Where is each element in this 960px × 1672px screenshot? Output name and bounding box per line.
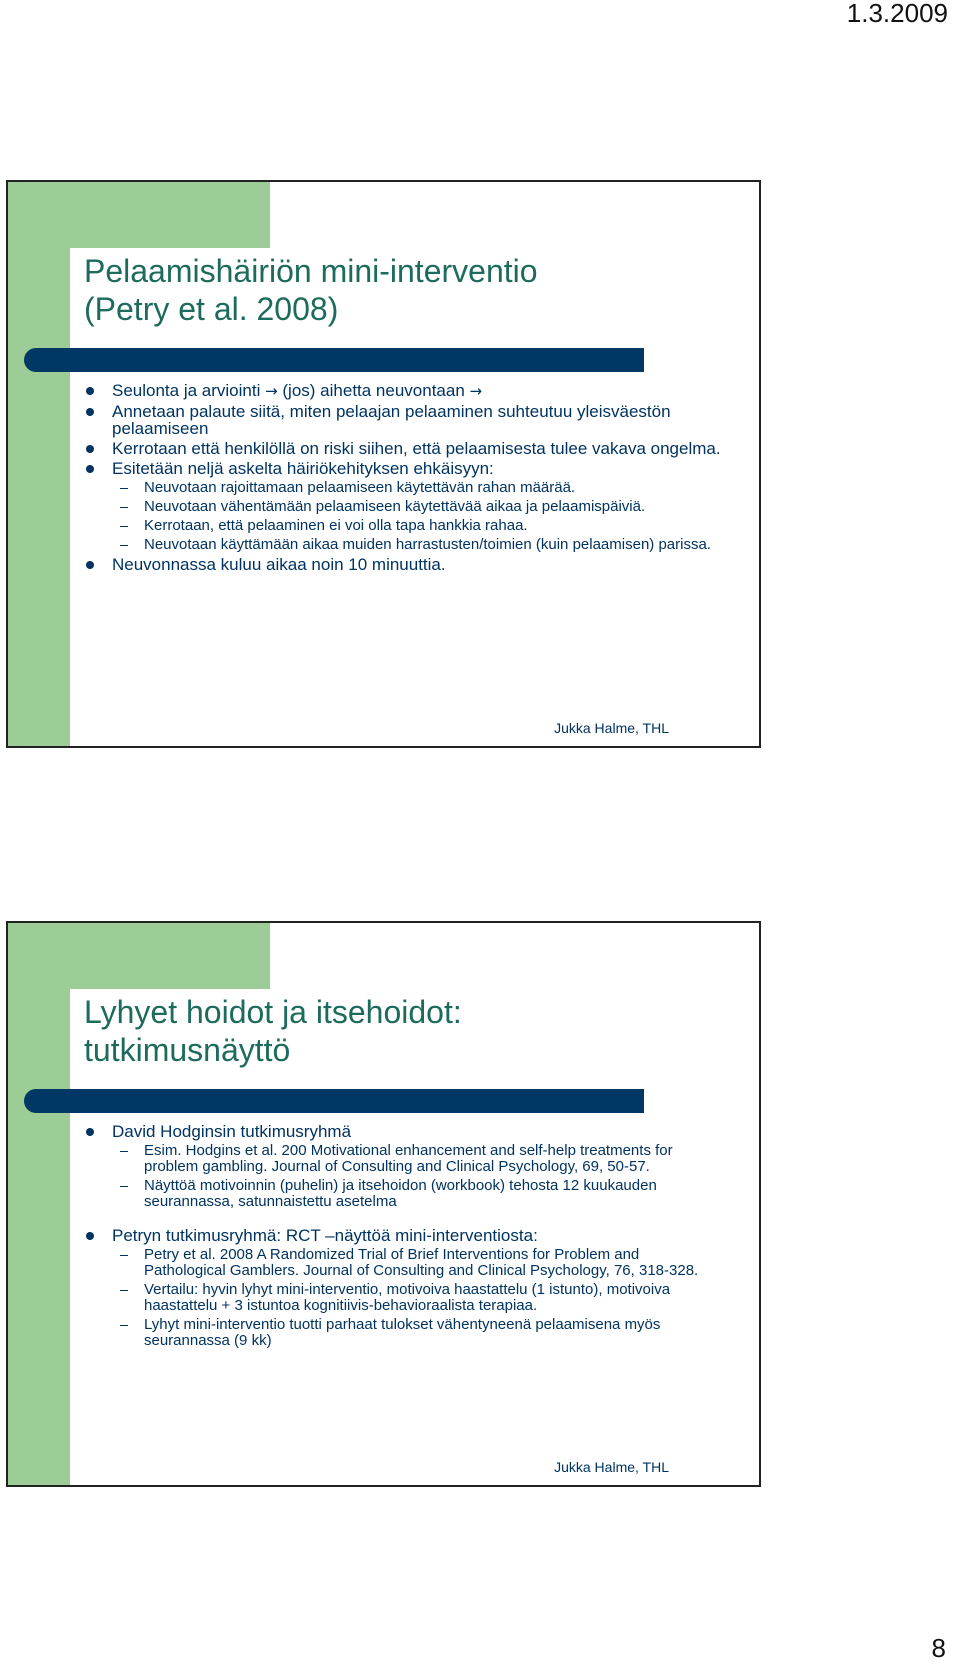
dash-icon <box>120 526 128 527</box>
dash-icon <box>120 1186 128 1187</box>
title-underline-bar <box>24 1089 644 1113</box>
slide-content <box>84 382 724 576</box>
bullet-dot-icon <box>86 465 94 473</box>
title-underline-bar <box>24 348 644 372</box>
slide-title-line-2: (Petry et al. 2008) <box>84 291 339 327</box>
dash-icon <box>120 507 128 508</box>
bullet-dot-icon <box>86 1232 94 1240</box>
bullet-item: David Hodginsin tutkimusryhmä <box>84 1123 724 1140</box>
bullet-item: Petryn tutkimusryhmä: RCT –näyttöä mini-interventiosta: <box>84 1227 724 1244</box>
bullet-dot-icon <box>86 445 94 453</box>
page-number: 8 <box>931 1633 946 1663</box>
bullet-item: Annetaan palaute siitä, miten pelaajan pelaaminen suhteutuu yleisväestön pelaamiseen <box>84 403 724 437</box>
slide-title <box>84 252 744 328</box>
dash-icon <box>120 1325 128 1326</box>
sub-bullet-item: Lyhyt mini-interventio tuotti parhaat tulokset vähentyneenä pelaamisena myös seurannassa (9 kk) <box>84 1317 724 1349</box>
sub-bullet-item: Esim. Hodgins et al. 200 Motivational enhancement and self-help treatments for problem gambling. Journal of Consulting and Clinical Psychology, 69, 50-57. <box>84 1143 724 1175</box>
dash-icon <box>120 1290 128 1291</box>
bullet-item: Esitetään neljä askelta häiriökehityksen ehkäisyyn: <box>84 460 724 477</box>
slide-decoration-green-block <box>8 182 270 248</box>
bullet-item: Neuvonnassa kuluu aikaa noin 10 minuuttia. <box>84 556 724 573</box>
dash-icon <box>120 488 128 489</box>
sub-bullet-item: Neuvotaan käyttämään aikaa muiden harrastusten/toimien (kuin pelaamisen) parissa. <box>84 537 724 553</box>
bullet-dot-icon <box>86 387 94 395</box>
slide-content <box>84 1123 724 1352</box>
bullet-dot-icon <box>86 561 94 569</box>
slide-title-line-1: Lyhyet hoidot ja itsehoidot: <box>84 994 462 1030</box>
dash-icon <box>120 545 128 546</box>
slide-footer: Jukka Halme, THL <box>554 1459 669 1475</box>
dash-icon <box>120 1255 128 1256</box>
sub-bullet-item: Neuvotaan vähentämään pelaamiseen käytettävää aikaa ja pelaamispäiviä. <box>84 499 724 515</box>
page-date: 1.3.2009 <box>846 0 948 28</box>
sub-bullet-item: Näyttöä motivoinnin (puhelin) ja itsehoidon (workbook) tehosta 12 kuukauden seurannassa, satunnaistettu asetelma <box>84 1178 724 1210</box>
bullet-dot-icon <box>86 408 94 416</box>
dash-icon <box>120 1151 128 1152</box>
bullet-item: Kerrotaan että henkilöllä on riski siihen, että pelaamisesta tulee vakava ongelma. <box>84 440 724 457</box>
bullet-item: Seulonta ja arviointi → (jos) aihetta neuvontaan → <box>84 382 724 400</box>
bullet-dot-icon <box>86 1128 94 1136</box>
slide-title <box>84 993 744 1069</box>
slide-decoration-green-block <box>8 923 270 989</box>
sub-bullet-item: Vertailu: hyvin lyhyt mini-interventio, motivoiva haastattelu (1 istunto), motivoiva haastattelu + 3 istuntoa kognitiivis-behavioraalista terapiaa. <box>84 1282 724 1314</box>
spacer <box>84 1213 724 1227</box>
sub-bullet-item: Kerrotaan, että pelaaminen ei voi olla tapa hankkia rahaa. <box>84 518 724 534</box>
sub-bullet-item: Petry et al. 2008 A Randomized Trial of Brief Interventions for Problem and Pathological Gamblers. Journal of Consulting and Clinical Psychology, 76, 318-328. <box>84 1247 724 1279</box>
sub-bullet-item: Neuvotaan rajoittamaan pelaamiseen käytettävän rahan määrää. <box>84 480 724 496</box>
slide-title-line-2: tutkimusnäyttö <box>84 1032 291 1068</box>
slide-footer: Jukka Halme, THL <box>554 720 669 736</box>
slide-1 <box>6 180 761 748</box>
slide-title-line-1: Pelaamishäiriön mini-interventio <box>84 253 538 289</box>
slide-2 <box>6 921 761 1487</box>
slide-decoration-green-strip <box>8 989 70 1485</box>
slide-decoration-green-strip <box>8 248 70 746</box>
arrow-right-icon: → <box>265 382 278 400</box>
arrow-right-icon: → <box>469 382 483 400</box>
